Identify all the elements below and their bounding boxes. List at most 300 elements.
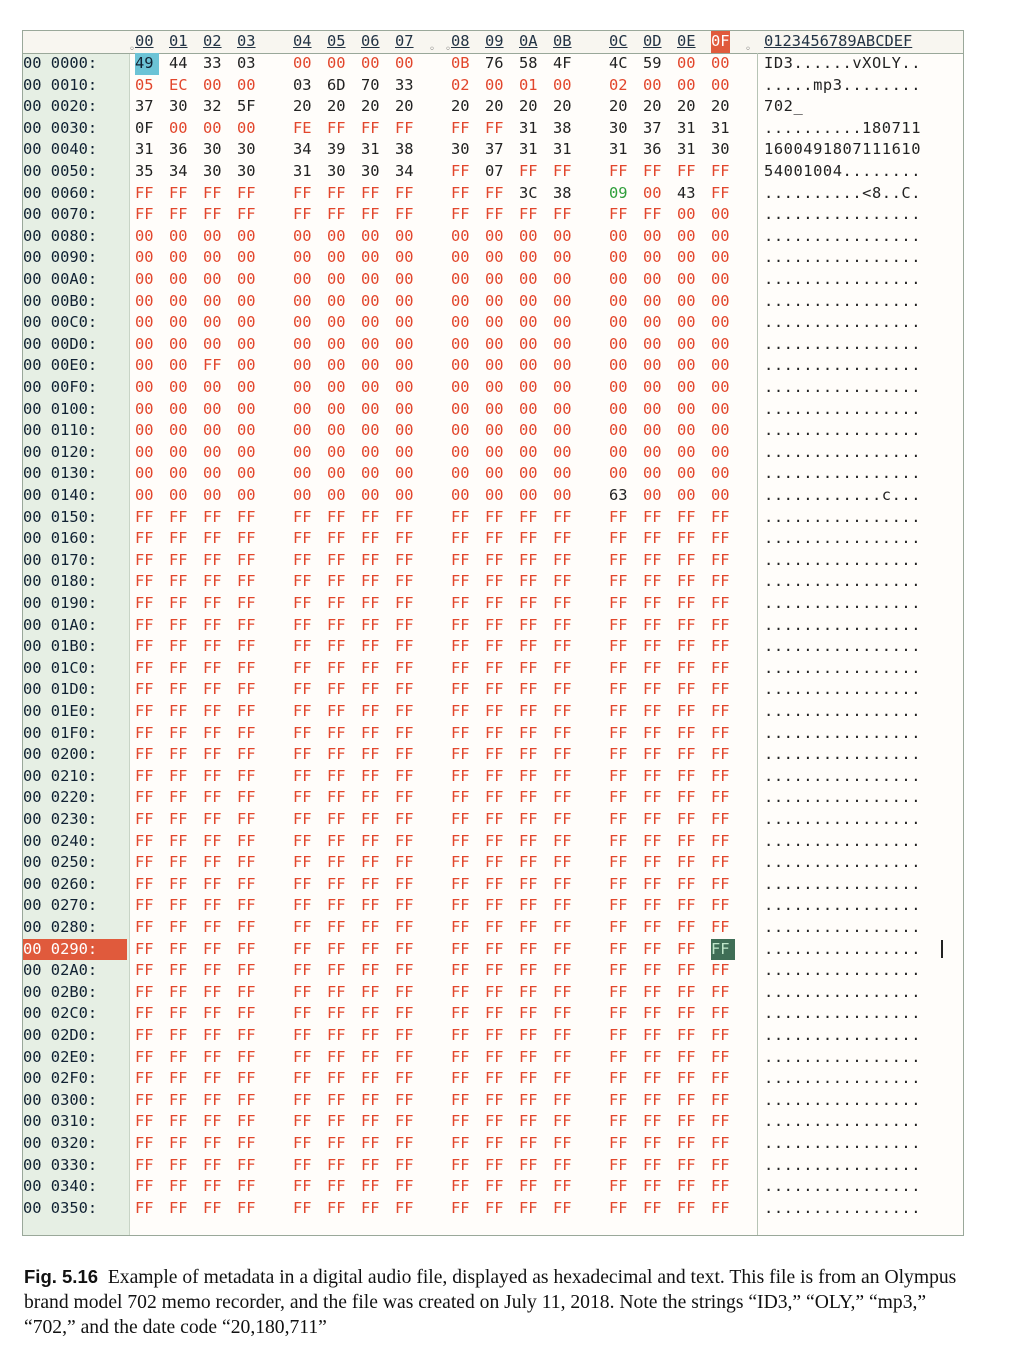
- hex-byte[interactable]: FF: [677, 831, 696, 850]
- hex-byte[interactable]: FF: [643, 1026, 662, 1044]
- hex-row[interactable]: [23, 507, 963, 529]
- hex-byte[interactable]: FF: [553, 162, 572, 180]
- row-text[interactable]: ................: [764, 810, 922, 828]
- hex-byte[interactable]: FF: [293, 1069, 312, 1088]
- hex-byte[interactable]: FF: [485, 723, 504, 742]
- hex-byte[interactable]: FF: [677, 1090, 696, 1109]
- hex-byte[interactable]: FF: [485, 118, 504, 137]
- hex-byte[interactable]: 38: [553, 118, 572, 137]
- hex-byte[interactable]: 31: [677, 118, 696, 137]
- hex-byte[interactable]: 00: [203, 75, 222, 94]
- hex-byte[interactable]: 00: [485, 248, 504, 267]
- hex-byte[interactable]: FF: [135, 1047, 154, 1066]
- hex-byte[interactable]: FF: [485, 961, 504, 980]
- hex-byte[interactable]: FF: [677, 788, 696, 807]
- hex-byte[interactable]: FF: [293, 1177, 312, 1196]
- hex-byte[interactable]: FF: [519, 810, 538, 828]
- row-text[interactable]: ................: [764, 1177, 922, 1196]
- hex-byte[interactable]: FF: [135, 853, 154, 872]
- hex-byte[interactable]: FF: [553, 1026, 572, 1044]
- hex-byte[interactable]: 00: [711, 378, 730, 396]
- hex-byte[interactable]: FF: [361, 1198, 380, 1217]
- hex-byte[interactable]: 5F: [237, 97, 256, 116]
- hex-byte[interactable]: FF: [677, 507, 696, 526]
- hex-byte[interactable]: FF: [169, 594, 188, 612]
- hex-byte[interactable]: 00: [677, 270, 696, 288]
- hex-byte[interactable]: 20: [643, 97, 662, 116]
- hex-byte[interactable]: 00: [203, 464, 222, 483]
- hex-byte[interactable]: FF: [395, 961, 414, 980]
- hex-byte[interactable]: FF: [677, 1047, 696, 1066]
- hex-byte[interactable]: FF: [361, 572, 380, 591]
- hex-byte[interactable]: FF: [395, 982, 414, 1001]
- hex-byte[interactable]: FF: [519, 658, 538, 677]
- hex-byte[interactable]: 20: [485, 97, 504, 116]
- hex-byte[interactable]: FF: [609, 658, 628, 677]
- hex-byte[interactable]: FF: [237, 896, 256, 915]
- hex-byte[interactable]: FF: [711, 615, 730, 634]
- hex-byte[interactable]: 00: [451, 226, 470, 245]
- hex-row[interactable]: [23, 1155, 963, 1177]
- hex-row[interactable]: [23, 226, 963, 248]
- hex-byte[interactable]: FF: [169, 766, 188, 785]
- hex-byte[interactable]: 00: [677, 291, 696, 310]
- hex-byte[interactable]: 00: [553, 226, 572, 245]
- hex-byte[interactable]: FF: [519, 205, 538, 224]
- hex-byte[interactable]: FF: [485, 896, 504, 915]
- hex-byte[interactable]: FF: [643, 680, 662, 699]
- hex-byte[interactable]: FF: [519, 918, 538, 936]
- hex-byte[interactable]: 00: [553, 421, 572, 440]
- hex-byte[interactable]: 58: [519, 54, 538, 72]
- hex-byte[interactable]: FF: [643, 205, 662, 224]
- hex-byte[interactable]: 00: [169, 334, 188, 353]
- hex-byte[interactable]: FF: [237, 961, 256, 980]
- hex-byte[interactable]: FF: [677, 723, 696, 742]
- hex-byte[interactable]: FF: [553, 918, 572, 936]
- hex-byte[interactable]: FF: [609, 723, 628, 742]
- hex-byte[interactable]: 00: [327, 313, 346, 332]
- hex-byte[interactable]: FF: [135, 1198, 154, 1217]
- hex-byte[interactable]: FF: [677, 1112, 696, 1131]
- hex-byte[interactable]: FF: [203, 831, 222, 850]
- hex-byte[interactable]: FF: [293, 637, 312, 656]
- hex-byte[interactable]: 00: [203, 334, 222, 353]
- hex-byte[interactable]: FF: [203, 918, 222, 936]
- hex-byte[interactable]: 00: [361, 442, 380, 461]
- hex-byte[interactable]: FF: [293, 745, 312, 764]
- hex-byte[interactable]: 03: [237, 54, 256, 72]
- hex-byte[interactable]: FF: [711, 529, 730, 548]
- hex-byte[interactable]: 00: [643, 75, 662, 94]
- hex-byte[interactable]: FF: [395, 615, 414, 634]
- hex-byte[interactable]: 00: [553, 378, 572, 396]
- hex-row[interactable]: [23, 1111, 963, 1133]
- hex-byte[interactable]: FF: [361, 1090, 380, 1109]
- hex-byte[interactable]: 00: [677, 486, 696, 504]
- hex-byte[interactable]: FF: [485, 594, 504, 612]
- row-text[interactable]: ................: [764, 982, 922, 1001]
- hex-byte[interactable]: FF: [609, 702, 628, 720]
- hex-byte[interactable]: FF: [169, 961, 188, 980]
- hex-byte[interactable]: FF: [293, 1004, 312, 1023]
- hex-byte[interactable]: FF: [293, 572, 312, 591]
- row-text[interactable]: ................: [764, 1026, 922, 1044]
- row-text[interactable]: ................: [764, 874, 922, 893]
- hex-byte[interactable]: FF: [553, 723, 572, 742]
- hex-byte[interactable]: 00: [609, 399, 628, 418]
- hex-byte[interactable]: FF: [395, 1112, 414, 1131]
- hex-byte[interactable]: FF: [643, 1134, 662, 1152]
- hex-byte[interactable]: FF: [643, 637, 662, 656]
- hex-byte[interactable]: FF: [711, 507, 730, 526]
- hex-byte[interactable]: FF: [451, 853, 470, 872]
- hex-byte[interactable]: 30: [203, 140, 222, 159]
- hex-byte[interactable]: 00: [609, 291, 628, 310]
- hex-byte[interactable]: FF: [609, 1090, 628, 1109]
- hex-byte[interactable]: 00: [451, 378, 470, 396]
- hex-byte[interactable]: FF: [203, 572, 222, 591]
- hex-byte[interactable]: 00: [237, 270, 256, 288]
- hex-byte[interactable]: FF: [451, 507, 470, 526]
- hex-byte[interactable]: FF: [361, 896, 380, 915]
- hex-byte[interactable]: 00: [169, 421, 188, 440]
- hex-byte[interactable]: FF: [237, 788, 256, 807]
- hex-byte[interactable]: FF: [135, 723, 154, 742]
- hex-byte[interactable]: FF: [327, 874, 346, 893]
- hex-byte[interactable]: 00: [519, 421, 538, 440]
- hex-byte[interactable]: FF: [293, 918, 312, 936]
- hex-row[interactable]: [23, 96, 963, 118]
- hex-row[interactable]: [23, 485, 963, 507]
- row-text[interactable]: 702_: [764, 97, 922, 116]
- hex-byte[interactable]: 00: [711, 54, 730, 72]
- hex-byte[interactable]: FF: [643, 810, 662, 828]
- hex-byte[interactable]: FE: [293, 118, 312, 137]
- hex-byte[interactable]: 00: [677, 54, 696, 72]
- hex-byte[interactable]: FF: [519, 723, 538, 742]
- hex-byte[interactable]: FF: [451, 745, 470, 764]
- hex-byte[interactable]: FF: [395, 572, 414, 591]
- hex-byte[interactable]: FF: [361, 874, 380, 893]
- row-text[interactable]: ................: [764, 1090, 922, 1109]
- hex-byte[interactable]: 00: [677, 421, 696, 440]
- hex-byte[interactable]: 00: [485, 270, 504, 288]
- hex-byte[interactable]: 00: [293, 421, 312, 440]
- hex-byte[interactable]: 00: [677, 75, 696, 94]
- hex-row[interactable]: [23, 118, 963, 140]
- hex-byte[interactable]: FF: [327, 507, 346, 526]
- hex-byte[interactable]: FF: [677, 550, 696, 569]
- hex-byte[interactable]: FF: [519, 1047, 538, 1066]
- hex-byte[interactable]: FF: [451, 723, 470, 742]
- hex-byte[interactable]: FF: [361, 702, 380, 720]
- hex-byte[interactable]: FF: [203, 1047, 222, 1066]
- hex-byte[interactable]: 38: [553, 183, 572, 202]
- hex-byte[interactable]: FF: [361, 1177, 380, 1196]
- hex-byte[interactable]: 00: [237, 226, 256, 245]
- hex-row[interactable]: [23, 636, 963, 658]
- hex-byte[interactable]: 00: [485, 291, 504, 310]
- hex-byte[interactable]: FF: [519, 529, 538, 548]
- hex-byte[interactable]: FF: [485, 853, 504, 872]
- hex-row[interactable]: [23, 291, 963, 313]
- hex-byte[interactable]: 00: [519, 378, 538, 396]
- hex-byte[interactable]: FF: [485, 1090, 504, 1109]
- hex-row[interactable]: [23, 442, 963, 464]
- hex-byte[interactable]: FF: [169, 702, 188, 720]
- hex-byte[interactable]: 00: [395, 248, 414, 267]
- hex-byte[interactable]: FF: [395, 1134, 414, 1152]
- hex-byte[interactable]: FF: [711, 1198, 730, 1217]
- hex-byte[interactable]: 00: [519, 464, 538, 483]
- hex-byte[interactable]: 00: [677, 399, 696, 418]
- hex-row[interactable]: [23, 377, 963, 399]
- hex-byte[interactable]: FF: [519, 874, 538, 893]
- hex-byte[interactable]: FF: [395, 918, 414, 936]
- hex-byte[interactable]: FF: [485, 572, 504, 591]
- hex-byte[interactable]: FF: [135, 680, 154, 699]
- hex-byte[interactable]: FF: [609, 1047, 628, 1066]
- hex-byte[interactable]: 00: [451, 421, 470, 440]
- row-text[interactable]: ................: [764, 572, 922, 591]
- hex-byte[interactable]: FF: [327, 1177, 346, 1196]
- hex-byte[interactable]: FF: [135, 1177, 154, 1196]
- hex-byte[interactable]: FF: [711, 1004, 730, 1023]
- hex-byte[interactable]: FF: [135, 1090, 154, 1109]
- hex-byte[interactable]: FF: [519, 1069, 538, 1088]
- hex-byte[interactable]: FF: [643, 550, 662, 569]
- hex-byte[interactable]: 00: [361, 54, 380, 72]
- hex-row[interactable]: [23, 399, 963, 421]
- hex-byte[interactable]: FF: [609, 205, 628, 224]
- hex-byte[interactable]: 00: [237, 356, 256, 375]
- hex-byte[interactable]: FF: [237, 183, 256, 202]
- hex-byte[interactable]: 00: [643, 313, 662, 332]
- hex-byte[interactable]: FF: [293, 615, 312, 634]
- hex-byte[interactable]: FF: [643, 766, 662, 785]
- hex-byte[interactable]: FF: [237, 745, 256, 764]
- hex-byte[interactable]: 00: [327, 356, 346, 375]
- hex-byte[interactable]: 05: [135, 75, 154, 94]
- hex-byte[interactable]: FF: [203, 356, 222, 375]
- hex-byte[interactable]: FF: [395, 1047, 414, 1066]
- hex-byte[interactable]: FF: [327, 118, 346, 137]
- hex-byte[interactable]: FF: [451, 572, 470, 591]
- hex-byte[interactable]: FF: [395, 183, 414, 202]
- hex-byte[interactable]: FF: [519, 1090, 538, 1109]
- hex-byte[interactable]: FF: [711, 1047, 730, 1066]
- hex-byte[interactable]: 00: [293, 291, 312, 310]
- hex-byte[interactable]: FF: [135, 658, 154, 677]
- hex-byte[interactable]: FF: [203, 507, 222, 526]
- hex-byte[interactable]: FF: [203, 1134, 222, 1152]
- hex-byte[interactable]: FF: [395, 810, 414, 828]
- hex-byte[interactable]: FF: [135, 702, 154, 720]
- hex-byte[interactable]: 00: [677, 248, 696, 267]
- hex-byte[interactable]: 00: [135, 442, 154, 461]
- hex-byte[interactable]: FF: [293, 550, 312, 569]
- hex-byte[interactable]: FF: [519, 745, 538, 764]
- hex-row[interactable]: [23, 334, 963, 356]
- hex-byte[interactable]: FF: [327, 831, 346, 850]
- hex-byte[interactable]: FF: [169, 918, 188, 936]
- row-text[interactable]: ................: [764, 507, 922, 526]
- hex-byte[interactable]: 00: [395, 54, 414, 72]
- hex-byte[interactable]: FF: [327, 1069, 346, 1088]
- hex-byte[interactable]: 00: [293, 464, 312, 483]
- hex-byte[interactable]: 00: [485, 464, 504, 483]
- hex-row[interactable]: [23, 701, 963, 723]
- hex-byte[interactable]: 38: [395, 140, 414, 159]
- hex-byte[interactable]: FF: [327, 1155, 346, 1174]
- hex-byte[interactable]: FF: [293, 529, 312, 548]
- hex-byte[interactable]: 00: [293, 313, 312, 332]
- hex-byte[interactable]: FF: [203, 1090, 222, 1109]
- hex-byte[interactable]: 37: [135, 97, 154, 116]
- hex-row[interactable]: [23, 787, 963, 809]
- hex-byte[interactable]: FF: [361, 658, 380, 677]
- hex-byte[interactable]: FF: [395, 874, 414, 893]
- hex-byte[interactable]: FF: [395, 766, 414, 785]
- hex-byte[interactable]: FF: [169, 1177, 188, 1196]
- hex-byte[interactable]: FF: [711, 831, 730, 850]
- hex-byte[interactable]: 00: [485, 226, 504, 245]
- hex-byte[interactable]: FF: [451, 1177, 470, 1196]
- hex-byte[interactable]: FF: [677, 594, 696, 612]
- hex-byte[interactable]: FF: [135, 1112, 154, 1131]
- hex-byte[interactable]: 00: [361, 464, 380, 483]
- hex-byte[interactable]: FF: [711, 982, 730, 1001]
- hex-byte[interactable]: 31: [519, 118, 538, 137]
- hex-byte[interactable]: 00: [451, 486, 470, 504]
- hex-byte[interactable]: 30: [327, 162, 346, 180]
- hex-byte[interactable]: FF: [485, 550, 504, 569]
- row-text[interactable]: ................: [764, 961, 922, 980]
- hex-byte[interactable]: FF: [169, 1026, 188, 1044]
- hex-byte[interactable]: FF: [237, 1026, 256, 1044]
- hex-byte[interactable]: FF: [643, 1069, 662, 1088]
- hex-byte[interactable]: 43: [677, 183, 696, 202]
- hex-byte[interactable]: 00: [395, 464, 414, 483]
- hex-byte[interactable]: 00: [485, 421, 504, 440]
- hex-byte[interactable]: 00: [327, 399, 346, 418]
- hex-byte[interactable]: FF: [135, 529, 154, 548]
- hex-byte[interactable]: FF: [519, 550, 538, 569]
- hex-byte[interactable]: FF: [711, 853, 730, 872]
- hex-byte[interactable]: FF: [169, 507, 188, 526]
- hex-byte[interactable]: FF: [237, 1155, 256, 1174]
- hex-byte[interactable]: FF: [293, 507, 312, 526]
- hex-byte[interactable]: FF: [451, 982, 470, 1001]
- hex-byte[interactable]: FF: [361, 1112, 380, 1131]
- hex-byte[interactable]: FF: [169, 1047, 188, 1066]
- hex-byte[interactable]: FF: [135, 1026, 154, 1044]
- hex-byte[interactable]: 39: [327, 140, 346, 159]
- hex-byte[interactable]: FF: [237, 1134, 256, 1152]
- hex-byte[interactable]: 0F: [135, 118, 154, 137]
- hex-byte[interactable]: FF: [203, 658, 222, 677]
- hex-byte[interactable]: 00: [327, 486, 346, 504]
- hex-byte[interactable]: FF: [485, 788, 504, 807]
- hex-byte[interactable]: 00: [643, 464, 662, 483]
- hex-byte[interactable]: FF: [135, 939, 154, 958]
- hex-byte[interactable]: 00: [135, 464, 154, 483]
- hex-byte[interactable]: 00: [485, 75, 504, 94]
- row-text[interactable]: ................: [764, 550, 922, 569]
- hex-byte[interactable]: FF: [711, 788, 730, 807]
- hex-byte[interactable]: 00: [237, 486, 256, 504]
- hex-byte[interactable]: 3C: [519, 183, 538, 202]
- hex-byte[interactable]: FF: [609, 680, 628, 699]
- hex-byte[interactable]: 00: [395, 356, 414, 375]
- hex-byte[interactable]: FF: [643, 874, 662, 893]
- hex-byte[interactable]: FF: [327, 788, 346, 807]
- hex-byte[interactable]: FF: [361, 118, 380, 137]
- hex-byte[interactable]: 20: [519, 97, 538, 116]
- hex-byte[interactable]: FF: [711, 766, 730, 785]
- hex-byte[interactable]: 00: [395, 291, 414, 310]
- hex-byte[interactable]: FF: [677, 529, 696, 548]
- hex-byte[interactable]: 00: [237, 291, 256, 310]
- hex-byte[interactable]: 00: [711, 421, 730, 440]
- hex-byte[interactable]: FF: [519, 1004, 538, 1023]
- hex-byte[interactable]: 00: [519, 356, 538, 375]
- hex-byte[interactable]: FF: [203, 1177, 222, 1196]
- hex-byte[interactable]: FF: [677, 1198, 696, 1217]
- hex-byte[interactable]: FF: [327, 615, 346, 634]
- hex-byte[interactable]: 00: [135, 334, 154, 353]
- hex-byte[interactable]: FF: [711, 162, 730, 180]
- row-text[interactable]: 1600491807111610: [764, 140, 922, 159]
- hex-row[interactable]: [23, 939, 963, 961]
- hex-byte[interactable]: FF: [135, 874, 154, 893]
- hex-byte[interactable]: 32: [203, 97, 222, 116]
- row-text[interactable]: ................: [764, 1047, 922, 1066]
- hex-byte[interactable]: 00: [643, 399, 662, 418]
- hex-editor-view[interactable]: [22, 30, 964, 1236]
- hex-byte[interactable]: FF: [643, 961, 662, 980]
- hex-byte[interactable]: FF: [553, 788, 572, 807]
- hex-byte[interactable]: FF: [361, 810, 380, 828]
- hex-byte[interactable]: FF: [395, 637, 414, 656]
- row-text[interactable]: ................: [764, 421, 922, 440]
- hex-byte[interactable]: 00: [135, 486, 154, 504]
- hex-row[interactable]: [23, 571, 963, 593]
- hex-byte[interactable]: FF: [451, 1004, 470, 1023]
- hex-byte[interactable]: 30: [203, 162, 222, 180]
- hex-byte[interactable]: FF: [361, 982, 380, 1001]
- hex-byte[interactable]: FF: [293, 594, 312, 612]
- hex-byte[interactable]: 00: [451, 442, 470, 461]
- hex-byte[interactable]: 00: [553, 464, 572, 483]
- hex-row[interactable]: [23, 53, 963, 75]
- hex-byte[interactable]: FF: [485, 1134, 504, 1152]
- hex-row[interactable]: [23, 874, 963, 896]
- hex-byte[interactable]: 00: [609, 421, 628, 440]
- hex-byte[interactable]: FF: [361, 788, 380, 807]
- hex-byte[interactable]: 00: [451, 464, 470, 483]
- hex-byte[interactable]: FF: [395, 1069, 414, 1088]
- hex-byte[interactable]: 20: [451, 97, 470, 116]
- hex-byte[interactable]: 44: [169, 54, 188, 72]
- hex-byte[interactable]: 00: [203, 486, 222, 504]
- hex-byte[interactable]: FF: [485, 874, 504, 893]
- hex-row[interactable]: [23, 831, 963, 853]
- hex-byte[interactable]: FF: [361, 1026, 380, 1044]
- hex-byte[interactable]: FF: [203, 896, 222, 915]
- hex-byte[interactable]: 00: [395, 399, 414, 418]
